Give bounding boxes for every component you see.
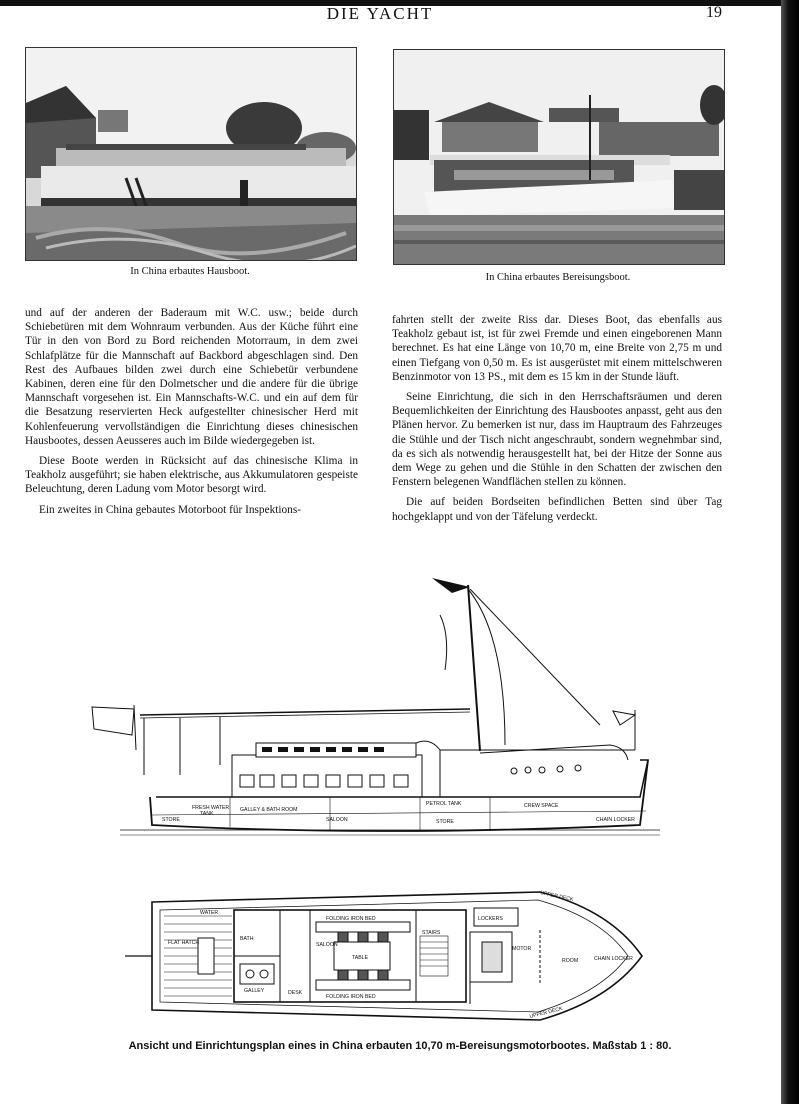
plan-chain-locker-label: CHAIN LOCKER — [594, 956, 633, 962]
plan-upper-deck-top-label: UPPER DECK — [539, 890, 574, 903]
right-text-column — [392, 313, 722, 530]
houseboat-photo — [25, 47, 357, 261]
right-paragraph-2: Seine Einrichtung, die sich in den Herrschaftsräumen und deren Bequemlichkeiten der Einrichtung des Hausbootes anpasst, geht aus den Plänen hervor. Zu bemerken ist nur, dass im Hauptraum des Fahrzeuges die Stühle und der Tisch nicht angeschraubt, sondern wegnehmbar sind, da es sich als notwendig herausgestellt hat, bei der Hitze der Sonne aus dem Wege zu gehen und die Stühle in den Schatten der zwischen den Fenstern belegenen Wandflächen stellen zu können. — [392, 391, 722, 489]
plan-table-label: TABLE — [352, 955, 369, 961]
elev-crew-label: CREW SPACE — [524, 803, 559, 809]
left-paragraph-2: Diese Boote werden in Rücksicht auf das chinesische Klima in Teakholz ausgeführt; sie haben elektrische, aus Akkumulatoren gespeiste Beleuchtung, deren Ladung vom Motor besorgt wird. — [25, 455, 358, 496]
plan-desk-label: DESK — [288, 990, 303, 996]
plan-motor-label: MOTOR — [512, 946, 532, 952]
plan-folding-berth-bottom-label: FOLDING IRON BED — [326, 994, 376, 1000]
plan-lockers-label: LOCKERS — [478, 916, 503, 922]
right-paragraph-3: Die auf beiden Bordseiten befindlichen Betten sind über Tag hochgeklappt und von der Täfelung verdeckt. — [392, 496, 722, 523]
elev-store2-label: STORE — [436, 819, 454, 825]
plan-water-label: WATER — [200, 910, 219, 916]
plan-upper-deck-bottom-label: UPPER DECK — [529, 1005, 564, 1020]
left-text-column — [25, 306, 358, 523]
houseboat-caption: In China erbautes Hausboot. — [130, 266, 250, 277]
left-paragraph-1: und auf der anderen der Baderaum mit W.C. usw.; beide durch Schiebetüren mit dem Wohnraum verbunden. Aus der Küche führt eine Tür in den von Bord zu Bord reichenden Motorraum, in dem zwei Schlafplätze für die Mannschaft auf Backbord abgeschlagen sind. Den Rest des Aufbaues bilden zwei durch eine Schiebetür verbundene Kabinen, deren eine für den Dolmetscher und die andere für die übrige Mannschaft vorgesehen ist. Ein Mannschafts-W.C. und ein auf dem für die Besatzung reservierten Heck aufgestellter chinesischer Herd mit Kohlenfeuerung vervollständigen die Einrichtung dieses chinesischen Hausbootes, dessen Aeusseres auch im Bilde wiedergegeben ist. — [25, 307, 358, 447]
elev-petrol-label: PETROL TANK — [426, 801, 462, 807]
elev-saloon-label: SALOON — [326, 817, 348, 823]
plan-stairs-label: STAIRS — [422, 930, 441, 936]
right-paragraph-1: fahrten stellt der zweite Riss dar. Dieses Boot, das ebenfalls aus Teakholz gebaut ist, ist für zwei Fremde und einen eingeborenen Mann berechnet. Es hat eine Länge von 10,70 m, eine Breite von 2,75 m und einen Tiefgang von 0,50 m. Es ist ausgerüstet mit einem mittelschweren Benzinmotor von 13 PS., mit dem es 15 km in der Stunde läuft. — [392, 314, 722, 383]
elev-chain-label: CHAIN LOCKER — [596, 817, 635, 823]
deck-plan-drawing — [120, 880, 650, 1030]
inspection-boat-caption: In China erbautes Bereisungsboot. — [485, 272, 631, 283]
plan-folding-berth-top-label: FOLDING IRON BED — [326, 916, 376, 922]
plan-saloon-label: SALOON — [316, 942, 338, 948]
plan-galley-label: GALLEY — [244, 988, 265, 994]
elev-galley-bath-label: GALLEY & BATH ROOM — [240, 807, 298, 813]
plan-flat-hatch-label: FLAT HATCH — [168, 940, 200, 946]
left-paragraph-3: Ein zweites in China gebautes Motorboot für Inspektions- — [39, 503, 301, 516]
plan-motor-room-label: ROOM — [562, 958, 579, 964]
page-number: 19 — [706, 4, 722, 21]
elev-tank-label: TANK — [200, 811, 214, 817]
running-header-title: DIE YACHT — [326, 4, 434, 23]
plan-bath-label: BATH — [240, 936, 254, 942]
drawing-caption: Ansicht und Einrichtungsplan eines in China erbauten 10,70 m-Bereisungsmotorbootes. Maßstab 1 : 80. — [128, 1040, 672, 1052]
side-elevation-drawing — [80, 575, 680, 860]
inspection-boat-photo — [393, 49, 725, 265]
page-right-edge — [781, 0, 799, 1104]
elev-fresh-water-label: FRESH WATER — [192, 805, 230, 811]
elev-store-label: STORE — [162, 817, 180, 823]
